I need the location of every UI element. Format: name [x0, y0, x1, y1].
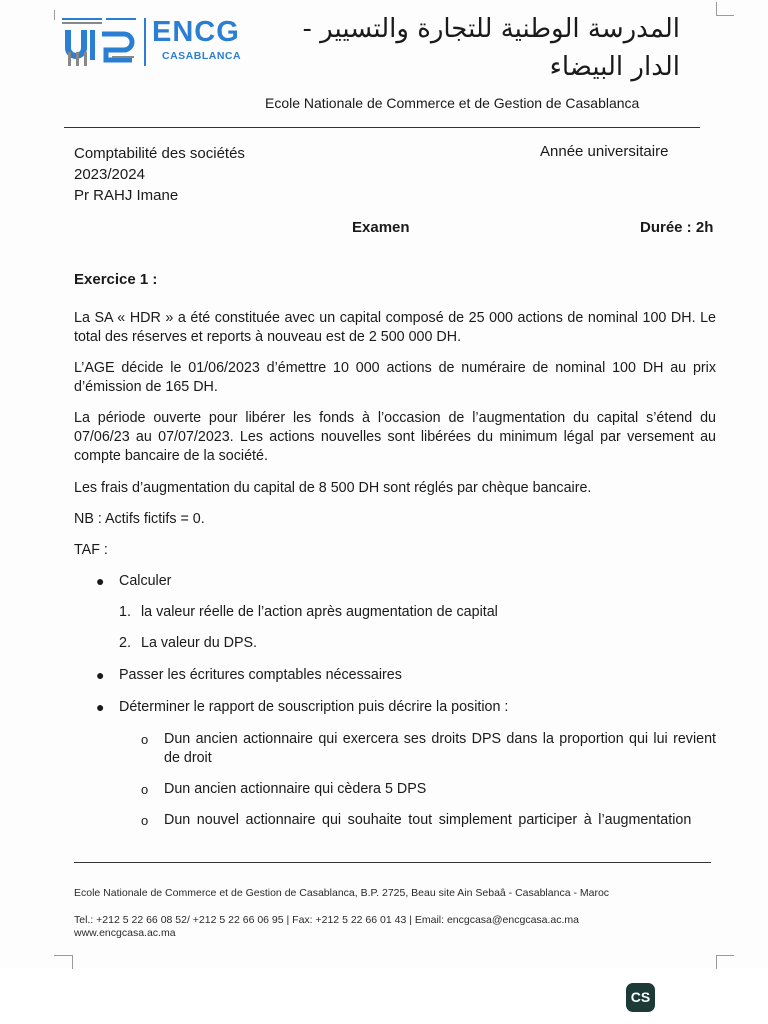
crop-mark-top-left — [54, 10, 55, 20]
university-emblem-icon — [62, 12, 140, 68]
circle-bullet-icon: o — [141, 813, 149, 828]
exam-title: Examen — [352, 219, 410, 236]
sub-bullet-item: Dun nouvel actionnaire qui souhaite tout simplement participer à l’augmentation — [164, 812, 692, 828]
footer-address: Ecole Nationale de Commerce et de Gestion de Casablanca, B.P. 2725, Beau site Ain Sebaâ - Casablanca - Maroc — [74, 887, 610, 899]
course-info — [74, 143, 245, 206]
course-subject: Comptabilité des sociétés — [74, 145, 245, 162]
circle-bullet-icon: o — [141, 782, 149, 797]
numbered-marker: 1. — [119, 604, 131, 620]
numbered-marker: 2. — [119, 635, 131, 651]
paragraph-capital: La SA « HDR » a été constituée avec un capital composé de 25 000 actions de nominal 100 DH. Le total des réserves et reports à nouveau est de 2 500 000 DH. — [74, 310, 716, 345]
bullet-icon: ● — [96, 573, 105, 589]
logo-text: ENCG — [152, 16, 240, 48]
footer-rule — [74, 862, 711, 863]
exam-duration: Durée : 2h — [640, 219, 714, 236]
school-name: Ecole Nationale de Commerce et de Gestion de Casablanca — [265, 95, 640, 111]
footer-contact: Tel.: +212 5 22 66 08 52/ +212 5 22 66 06 95 | Fax: +212 5 22 66 01 43 | Email: encgcasa@encgcasa.ac.ma — [74, 914, 580, 926]
footer-website: www.encgcasa.ac.ma — [74, 927, 176, 939]
numbered-item: la valeur réelle de l’action après augmentation de capital — [141, 604, 498, 620]
camscanner-badge[interactable]: CS — [626, 983, 655, 1012]
sub-bullet-item: Dun ancien actionnaire qui cèdera 5 DPS — [164, 781, 427, 797]
encg-logo — [62, 8, 252, 70]
crop-mark-top-right — [716, 2, 717, 16]
paragraph-fees: Les frais d’augmentation du capital de 8 500 DH sont réglés par chèque bancaire. — [74, 480, 592, 496]
crop-mark-bottom-right — [716, 955, 734, 956]
course-year: 2023/2024 — [74, 166, 145, 183]
exercise-title: Exercice 1 : — [74, 271, 158, 288]
taf-label: TAF : — [74, 542, 108, 558]
paragraph-age: L’AGE décide le 01/06/2023 d’émettre 10 000 actions de numéraire de nominal 100 DH au prix d’émission de 165 DH. — [74, 360, 716, 395]
logo-divider — [144, 18, 146, 66]
crop-mark-bottom-left — [54, 955, 72, 956]
arabic-school-title: المدرسة الوطنية للتجارة والتسيير - الدار البيضاء — [302, 14, 680, 82]
circle-bullet-icon: o — [141, 732, 149, 747]
course-professor: Pr RAHJ Imane — [74, 187, 179, 204]
bullet-item: Passer les écritures comptables nécessaires — [119, 667, 402, 683]
bullet-icon: ● — [96, 667, 105, 683]
header-rule — [64, 127, 700, 128]
bullet-icon: ● — [96, 699, 105, 715]
sub-bullet-item: Dun ancien actionnaire qui exercera ses droits DPS dans la proportion qui lui revient de droit — [164, 731, 716, 766]
logo-subtext: CASABLANCA — [162, 50, 242, 62]
numbered-item: La valeur du DPS. — [141, 635, 258, 651]
bullet-item: Calculer — [119, 573, 172, 589]
paragraph-period: La période ouverte pour libérer les fonds à l’occasion de l’augmentation du capital s’étend du 07/06/23 au 07/07/2023. Les actions nouvelles sont libérées du minimum légal par versement au compte bancaire de la société. — [74, 410, 716, 464]
paragraph-nb: NB : Actifs fictifs = 0. — [74, 511, 205, 527]
academic-year-label: Année universitaire — [540, 143, 669, 160]
bullet-item: Déterminer le rapport de souscription puis décrire la position : — [119, 699, 509, 715]
